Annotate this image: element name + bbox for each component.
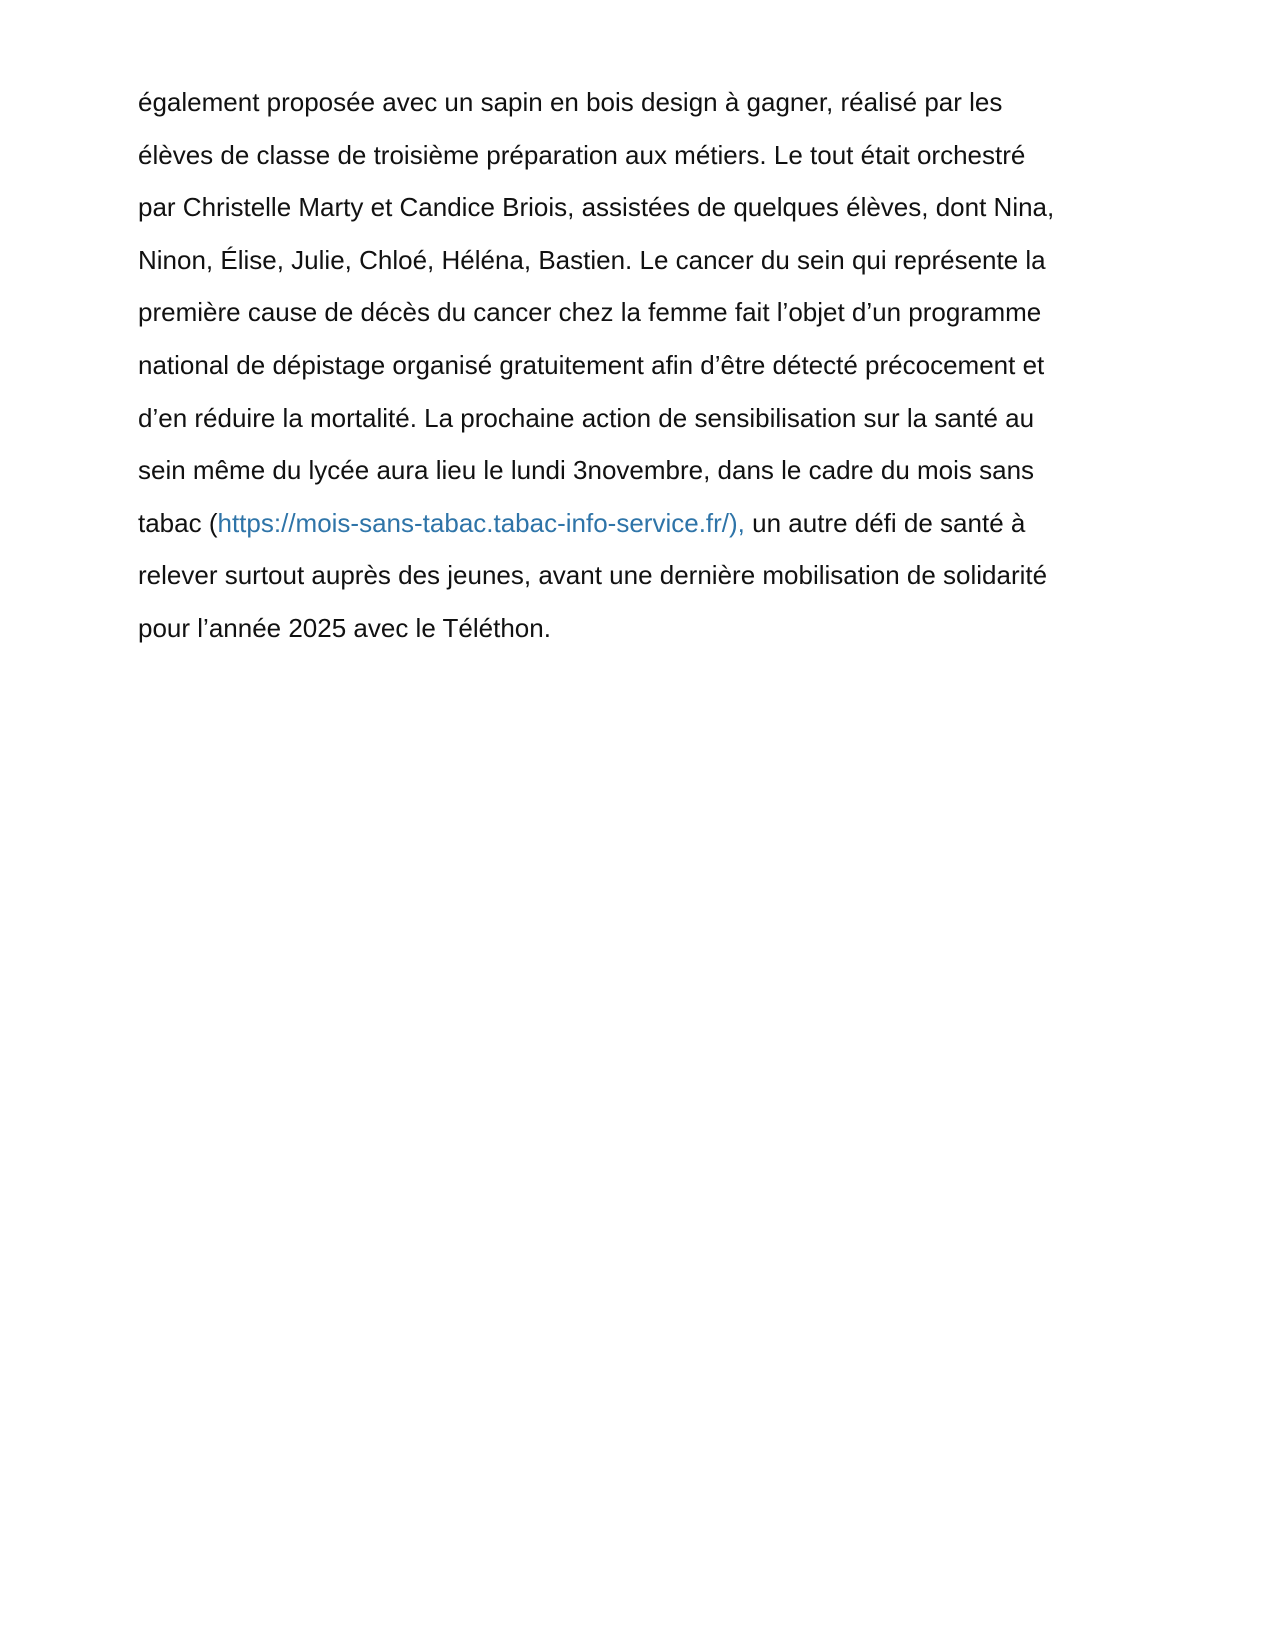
paragraph-line: d’en réduire la mortalité. La prochaine action de sensibilisation sur la santé au (138, 402, 1035, 433)
paragraph-line: par Christelle Marty et Candice Briois, assistées de quelques élèves, dont Nina, (138, 192, 1055, 223)
mois-sans-tabac-link[interactable]: https://mois-sans-tabac.tabac-info-service.fr/), (217, 507, 745, 538)
text-after-link: un autre défi de santé à (744, 507, 1026, 538)
paragraph-line: national de dépistage organisé gratuitement afin d’être détecté précocement et (138, 349, 1045, 380)
text-before-link: tabac ( (138, 507, 218, 538)
paragraph-line: élèves de classe de troisième préparation aux métiers. Le tout était orchestré (138, 139, 1026, 170)
paragraph-line: sein même du lycée aura lieu le lundi 3novembre, dans le cadre du mois sans (138, 455, 1035, 486)
paragraph-line-with-link (138, 497, 1138, 550)
paragraph-line: Ninon, Élise, Julie, Chloé, Héléna, Bastien. Le cancer du sein qui représente la (138, 244, 1046, 275)
paragraph-line: pour l’année 2025 avec le Téléthon. (138, 612, 551, 643)
paragraph-line: première cause de décès du cancer chez la femme fait l’objet d’un programme (138, 297, 1042, 328)
paragraph-line: également proposée avec un sapin en bois design à gagner, réalisé par les (138, 87, 1003, 117)
body-paragraph (138, 76, 1138, 655)
paragraph-line: relever surtout auprès des jeunes, avant une dernière mobilisation de solidarité (138, 560, 1048, 591)
